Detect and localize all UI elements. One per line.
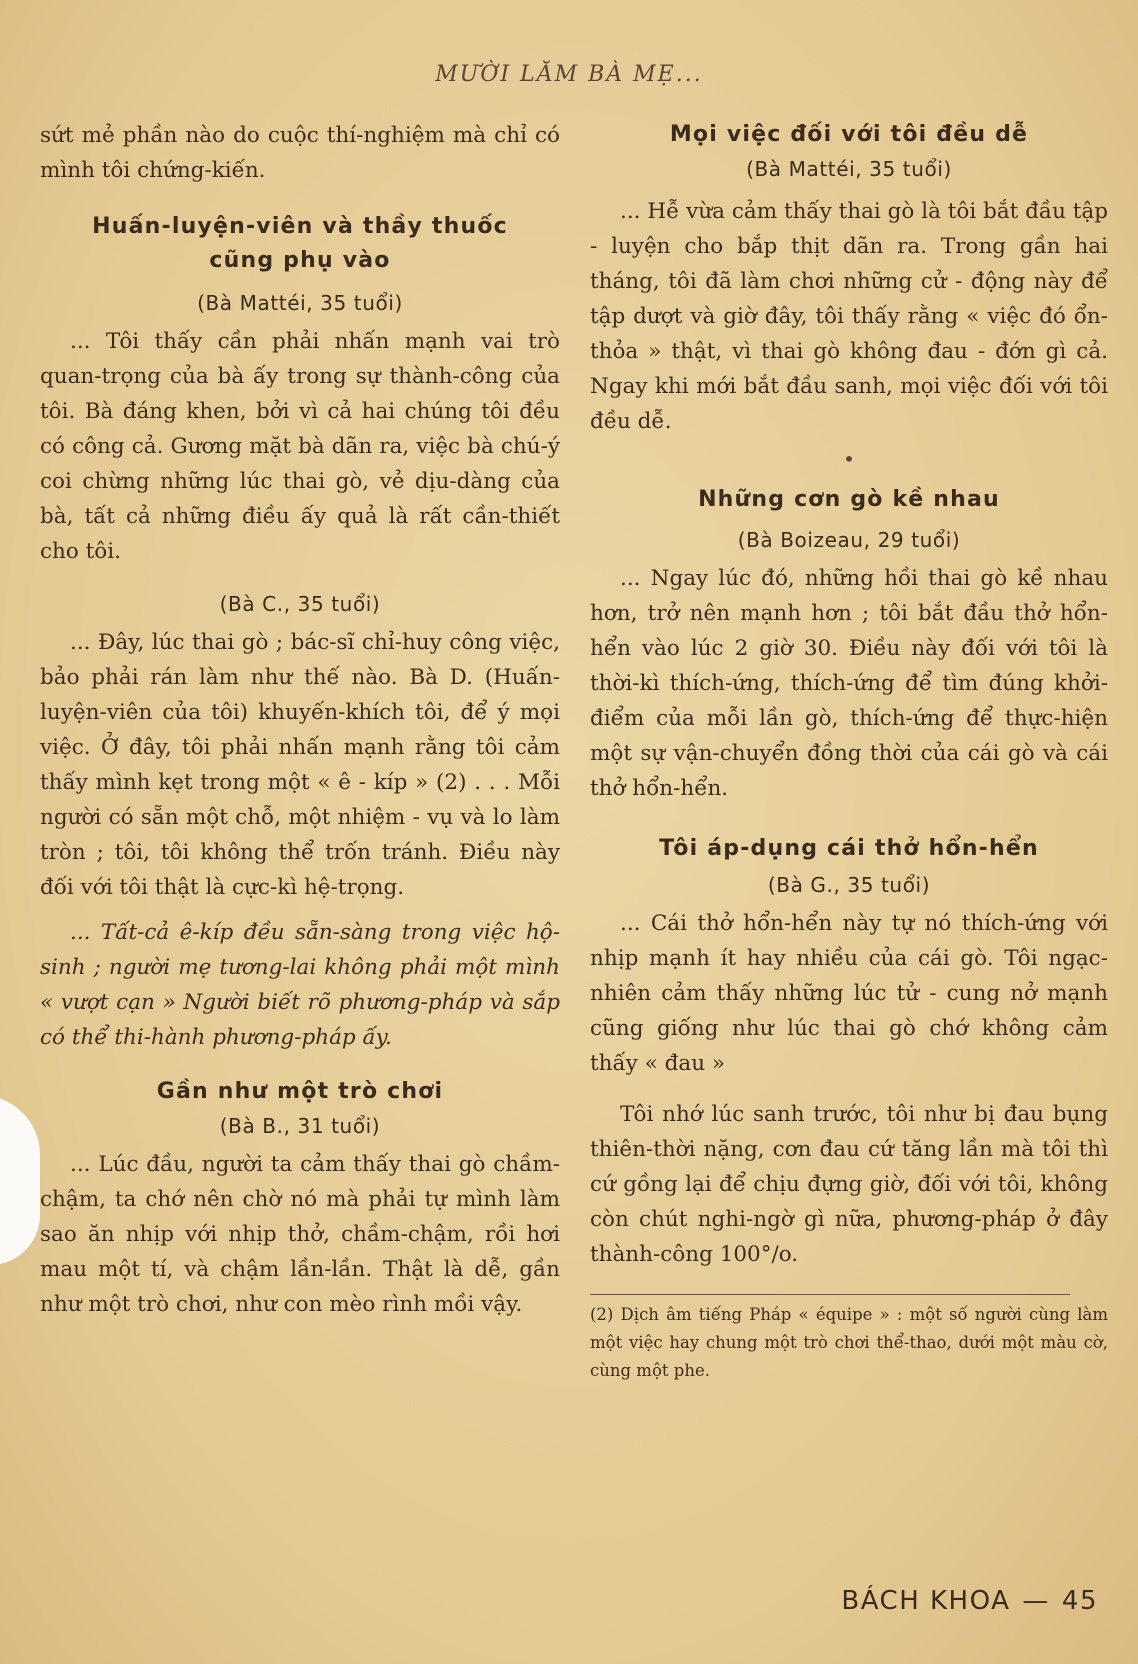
byline: (Bà Boizeau, 29 tuổi) (737, 528, 961, 552)
section-heading: Mọi việc đối với tôi đều dễ (669, 122, 1029, 147)
byline: (Bà G., 35 tuổi) (767, 873, 931, 897)
section-heading: Những cơn gò kề nhau (698, 487, 1000, 512)
page-footer (841, 1586, 1098, 1616)
left-column (40, 118, 560, 1322)
footnote-rule (590, 1294, 1070, 1295)
footnote: (2) Dịch âm tiếng Pháp « équipe » : một số người cùng làm một việc hay chung một trò chơi thể-thao, dưới một màu cờ, cùng một phe. (590, 1305, 1108, 1380)
separator-dot: • (843, 447, 855, 471)
italic-commentary: ... Tất-cả ê-kíp đều sẵn-sàng trong việc hộ-sinh ; người mẹ tương-lai không phải một mình « vượt cạn » Người biết rõ phương-pháp và sắp có thể thi-hành phương-pháp ấy. (40, 920, 560, 1050)
running-head: MƯỜI LĂM BÀ MẸ... (435, 62, 703, 87)
intro-text: sứt mẻ phần nào do cuộc thí-nghiệm mà chỉ có mình tôi chứng-kiến. (40, 123, 560, 183)
right-column (590, 118, 1108, 1385)
publication-name: BÁCH KHOA (841, 1586, 1011, 1616)
paper-tear (0, 1095, 40, 1265)
section-heading: Tôi áp-dụng cái thở hổn-hển (659, 836, 1039, 861)
testimony-text: ... Đây, lúc thai gò ; bác-sĩ chỉ-huy công việc, bảo phải rán làm như thế nào. Bà D. (Huấn-luyện-viên của tôi) khuyến-khích tôi, để ý mọi việc. Ở đây, tôi phải nhấn mạnh rằng tôi cảm thấy mình kẹt trong một « ê - kíp » (2) . . . Mỗi người có sẵn một chỗ, một nhiệm - vụ và lo làm tròn ; tôi, tôi không thể trốn tránh. Điều này đối với tôi thật là cực-kì hệ-trọng. (40, 630, 560, 900)
section-heading-cont: cũng phụ vào (209, 248, 391, 273)
testimony-text: ... Tôi thấy cần phải nhấn mạnh vai trò quan-trọng của bà ấy trong sự thành-công của tôi. Bà đáng khen, bởi vì cả hai chúng tôi đều có công cả. Gương mặt bà dãn ra, việc bà chú-ý coi chừng những lúc thai gò, vẻ dịu-dàng của bà, tất cả những điều ấy quả là rất cần-thiết cho tôi. (40, 329, 560, 564)
section-heading: Gần như một trò chơi (156, 1079, 444, 1104)
testimony-text: ... Cái thở hổn-hển này tự nó thích-ứng với nhịp mạnh ít hay nhiều của cái gò. Tôi ngạc-nhiên cảm thấy những lúc tử - cung nở mạnh cũng giống như lúc thai gò chớ không cảm thấy « đau » (590, 911, 1108, 1076)
testimony-text-cont: Tôi nhớ lúc sanh trước, tôi như bị đau bụng thiên-thời nặng, cơn đau cứ tăng lần mà tôi thì cứ gồng lại để chịu đựng giờ, đối với tôi, không còn chút nghi-ngờ gì nữa, phương-pháp ở đây thành-công 100°/o. (590, 1102, 1108, 1267)
testimony-text: ... Lúc đầu, người ta cảm thấy thai gò chầm-chậm, ta chớ nên chờ nó mà phải tự mình làm sao ăn nhịp với nhịp thở, chầm-chậm, rồi hơi mau một tí, và chậm lần-lần. Thật là dễ, gần như một trò chơi, như con mèo rình mồi vậy. (40, 1152, 560, 1317)
byline: (Bà C., 35 tuổi) (219, 592, 381, 616)
page-number: 45 (1061, 1586, 1098, 1616)
testimony-text: ... Ngay lúc đó, những hồi thai gò kề nhau hơn, trở nên mạnh hơn ; tôi bắt đầu thở hổn-hển vào lúc 2 giờ 30. Điều này đối với tôi là thời-kì thích-ứng, thích-ứng để tìm đúng khởi-điểm của mỗi lần gò, thích-ứng để thực-hiện một sự vận-chuyển đồng thời của cái gò và cái thở hổn-hển. (590, 566, 1108, 801)
byline: (Bà Mattéi, 35 tuổi) (746, 157, 952, 181)
testimony-text: ... Hễ vừa cảm thấy thai gò là tôi bắt đầu tập - luyện cho bắp thịt dãn ra. Trong gần hai tháng, tôi đã làm chơi những cử - động này để tập dượt và giờ đây, tôi thấy rằng « việc đó ổn-thỏa » thật, vì thai gò không đau - đớn gì cả. Ngay khi mới bắt đầu sanh, mọi việc đối với tôi đều dễ. (590, 199, 1108, 434)
byline: (Bà Mattéi, 35 tuổi) (197, 291, 403, 315)
byline: (Bà B., 31 tuổi) (219, 1114, 381, 1138)
footer-dash: — (1022, 1586, 1050, 1616)
section-heading: Huấn-luyện-viên và thầy thuốc (92, 214, 508, 239)
